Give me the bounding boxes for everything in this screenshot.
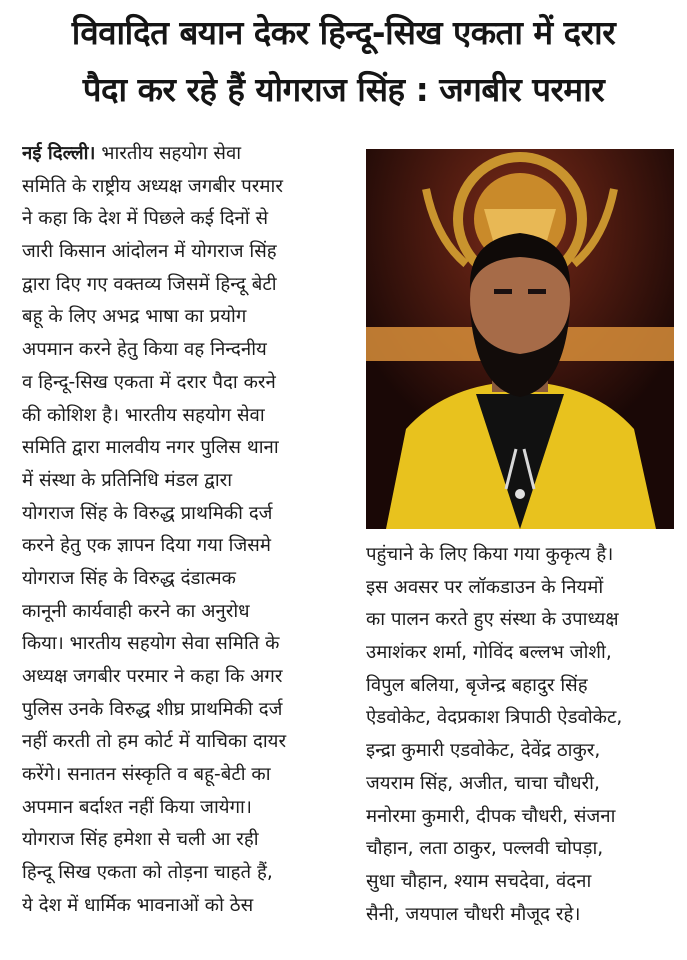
article-line: समिति द्वारा मालवीय नगर पुलिस थाना xyxy=(22,437,279,459)
article-line: द्वारा दिए गए वक्तव्य जिसमें हिन्दू बेटी xyxy=(22,273,277,295)
man-portrait-photo xyxy=(366,149,674,529)
article-line: पुलिस उनके विरुद्ध शीघ्र प्राथमिकी दर्ज xyxy=(22,698,283,720)
article-line: योगराज सिंह के विरुद्ध प्राथमिकी दर्ज xyxy=(22,502,273,524)
article-line: सैनी, जयपाल चौधरी मौजूद रहे। xyxy=(366,903,581,925)
article-line: बहू के लिए अभद्र भाषा का प्रयोग xyxy=(22,306,247,328)
article-line: व हिन्दू-सिख एकता में दरार पैदा करने xyxy=(22,371,276,393)
article-line-text: भारतीय सहयोग सेवा xyxy=(95,143,242,164)
headline-line-1: विवादित बयान देकर हिन्दू-सिख एकता में दरार xyxy=(71,13,616,52)
dateline: नई दिल्ली। xyxy=(22,143,96,164)
article-line: योगराज सिंह हमेशा से चली आ रही xyxy=(22,829,259,851)
article-line: कानूनी कार्यवाही करने का अनुरोध xyxy=(22,600,250,622)
article-line: अपमान करने हेतु किया वह निन्दनीय xyxy=(22,339,267,361)
article-line: करने हेतु एक ज्ञापन दिया गया जिसमे xyxy=(22,535,271,557)
article-line: में संस्था के प्रतिनिधि मंडल द्वारा xyxy=(22,469,233,491)
article-line: ने कहा कि देश में पिछले कई दिनों से xyxy=(22,208,269,230)
article-line: जयराम सिंह, अजीत, चाचा चौधरी, xyxy=(366,772,600,794)
portrait-illustration xyxy=(366,149,674,529)
headline-line-2: पैदा कर रहे हैं योगराज सिंह : जगबीर परमार xyxy=(82,70,605,109)
article-line: किया। भारतीय सहयोग सेवा समिति के xyxy=(22,633,280,655)
article-line: विपुल बलिया, बृजेन्द्र बहादुर सिंह xyxy=(366,674,588,696)
article-line: ऐडवोकेट, वेदप्रकाश त्रिपाठी ऐडवोकेट, xyxy=(366,707,623,729)
article-line: की कोशिश है। भारतीय सहयोग सेवा xyxy=(22,404,265,426)
article-line: नहीं करती तो हम कोर्ट में याचिका दायर xyxy=(22,731,287,753)
article-line: पहुंचाने के लिए किया गया कुकृत्य है। xyxy=(366,544,614,565)
article-line: जारी किसान आंदोलन में योगराज सिंह xyxy=(22,241,277,263)
article-line: योगराज सिंह के विरुद्ध दंडात्मक xyxy=(22,567,236,589)
article-line: इन्द्रा कुमारी एडवोकेट, देवेंद्र ठाकुर, xyxy=(366,740,601,762)
article-right-column xyxy=(366,539,678,931)
article-line: इस अवसर पर लॉकडाउन के नियमों xyxy=(366,576,604,598)
article-line: उमाशंकर शर्मा, गोविंद बल्लभ जोशी, xyxy=(366,642,612,664)
article-line: अपमान बर्दाश्त नहीं किया जायेगा। xyxy=(22,796,252,818)
article-line: ये देश में धार्मिक भावनाओं को ठेस xyxy=(22,894,254,916)
article-line: का पालन करते हुए संस्था के उपाध्यक्ष xyxy=(366,609,619,631)
article-line: सुधा चौहान, श्याम सचदेवा, वंदना xyxy=(366,870,592,892)
article-line: हिन्दू सिख एकता को तोड़ना चाहते हैं, xyxy=(22,862,273,884)
headline xyxy=(0,4,687,118)
article-line: समिति के राष्ट्रीय अध्यक्ष जगबीर परमार xyxy=(22,175,283,197)
article-line: करेंगे। सनातन संस्कृति व बहू-बेटी का xyxy=(22,764,271,786)
article-left-column xyxy=(22,138,354,923)
article-line xyxy=(22,138,354,171)
article-line: मनोरमा कुमारी, दीपक चौधरी, संजना xyxy=(366,805,616,827)
article-line: चौहान, लता ठाकुर, पल्लवी चोपड़ा, xyxy=(366,838,604,860)
article-line: अध्यक्ष जगबीर परमार ने कहा कि अगर xyxy=(22,666,283,687)
